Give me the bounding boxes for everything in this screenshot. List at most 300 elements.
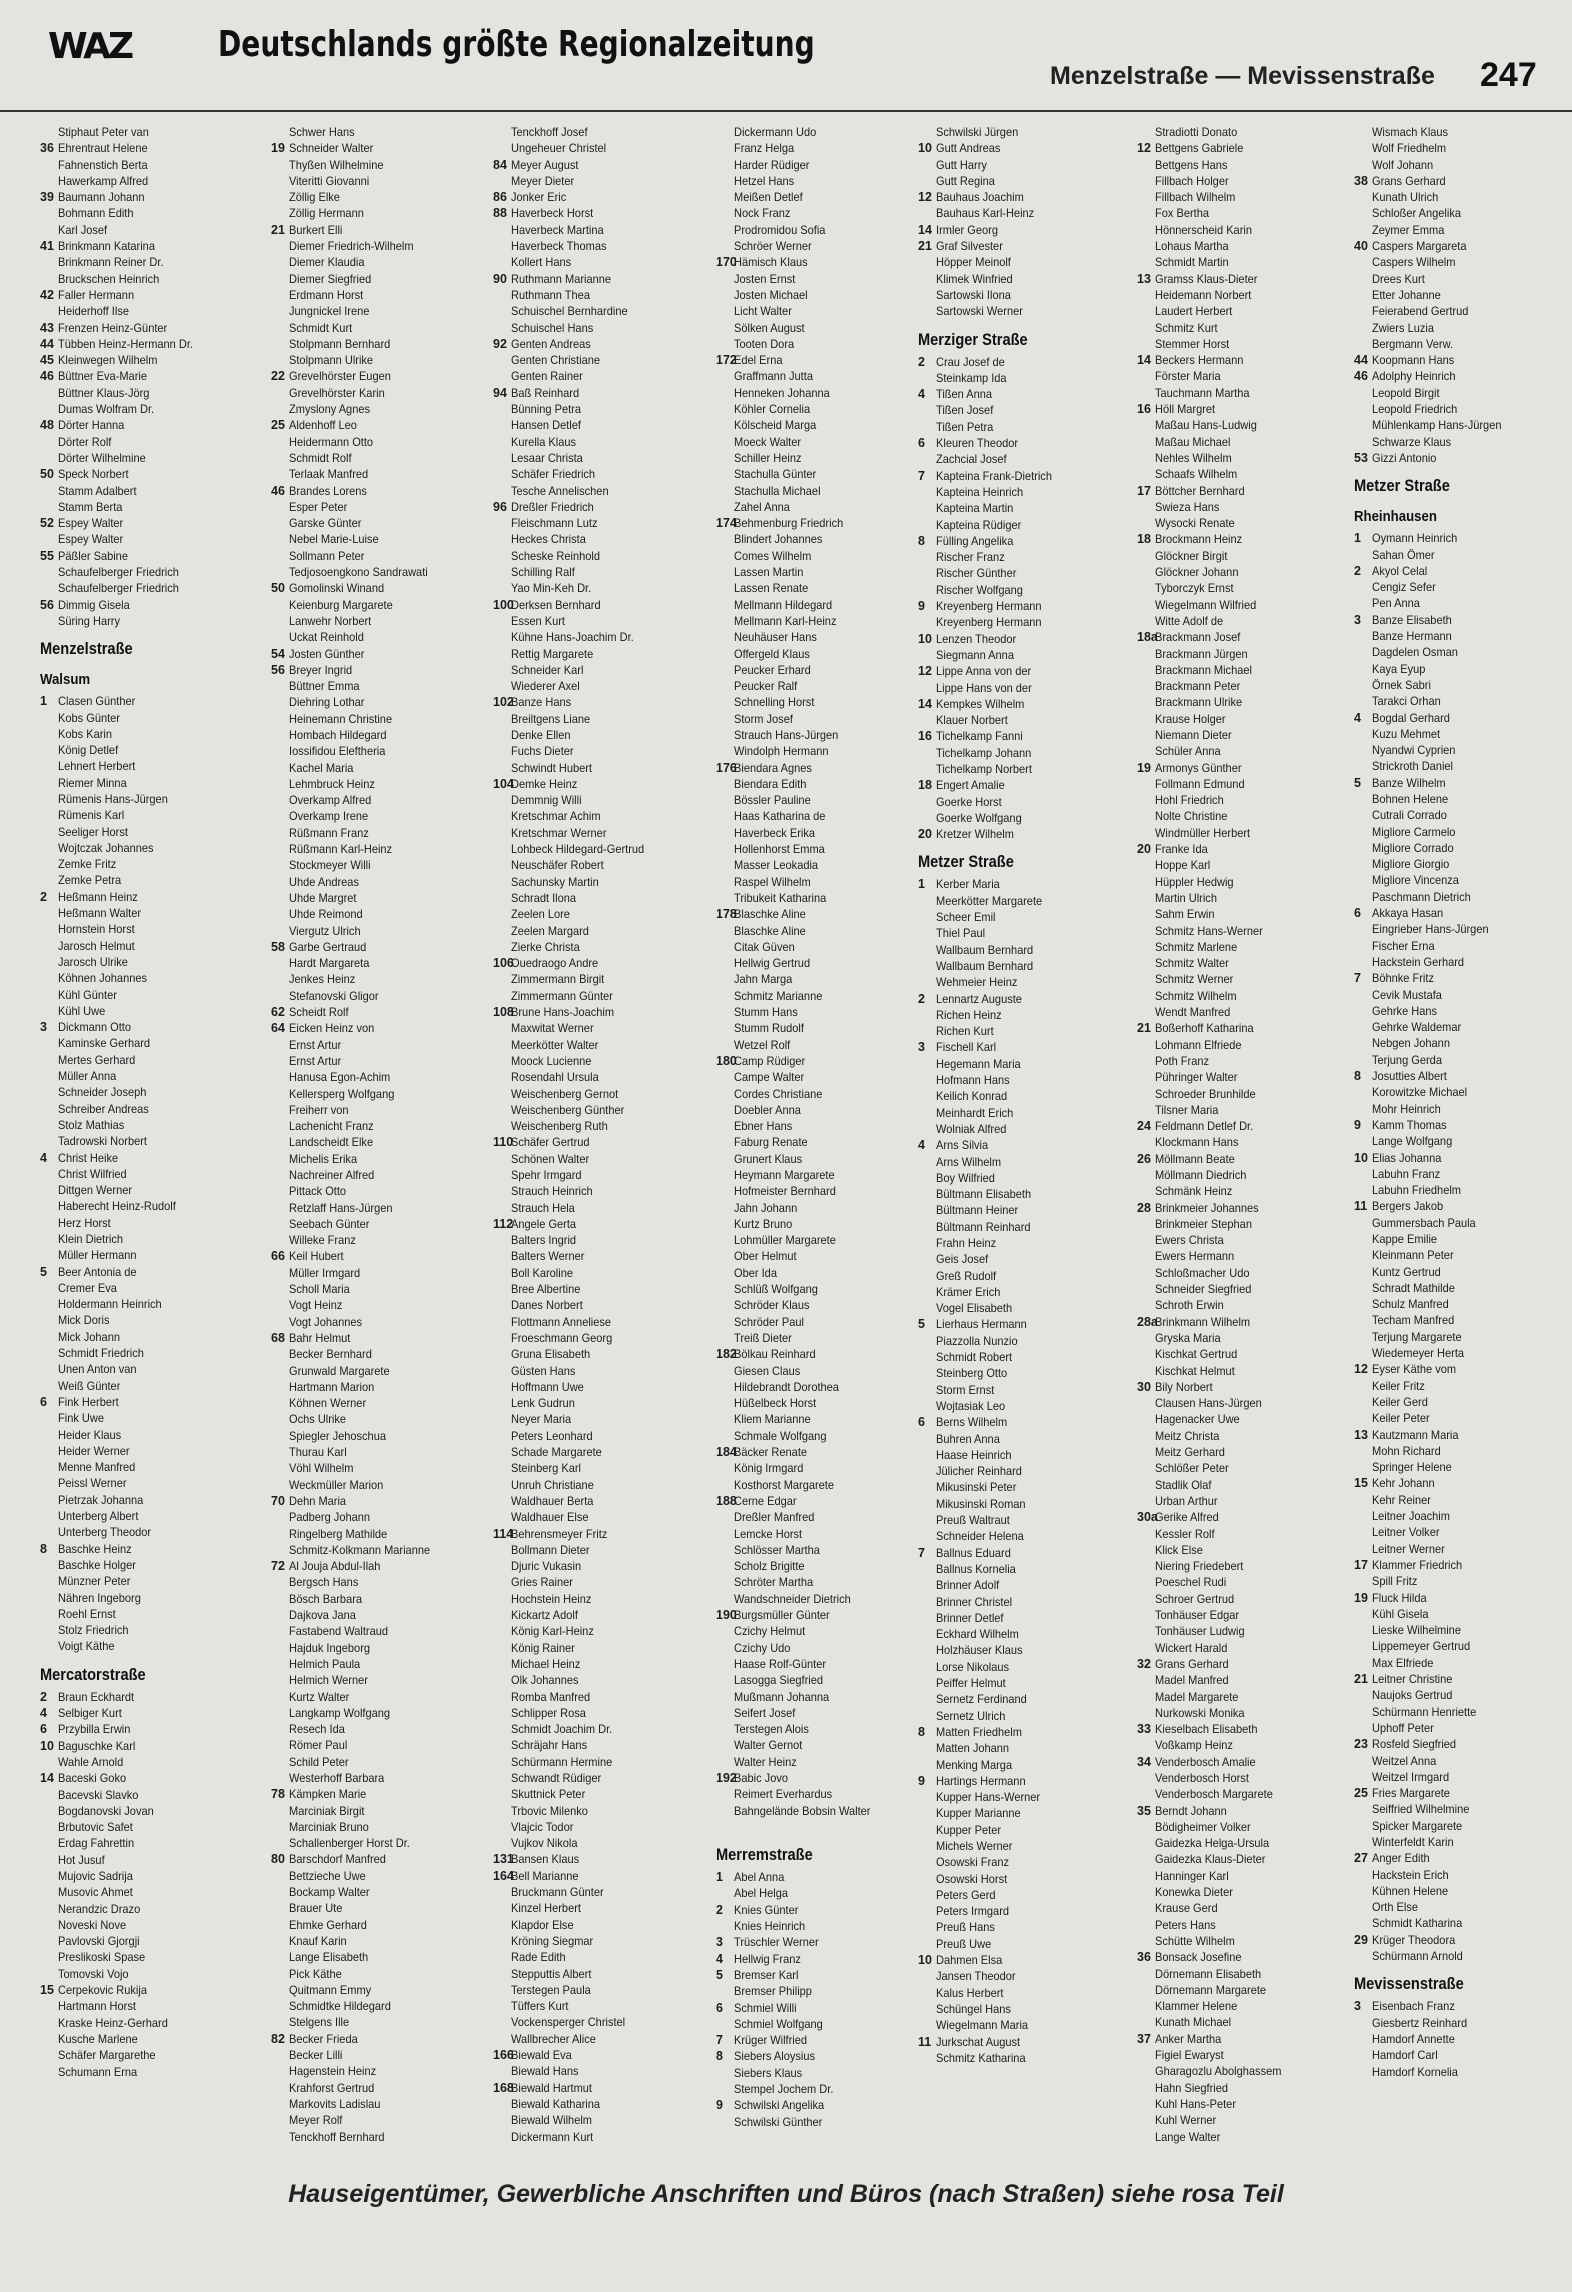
resident-entry: [918, 958, 1106, 974]
resident-name: Hetzel Hans: [734, 173, 795, 188]
resident-entry: [493, 1037, 681, 1053]
resident-name: Tenckhoff Josef: [511, 125, 588, 139]
resident-entry: [1354, 1312, 1542, 1328]
resident-name: Dörnemann Elisabeth: [1155, 1966, 1262, 1981]
resident-entry: [271, 564, 459, 580]
resident-name: Sartowski Werner: [936, 304, 1023, 319]
resident-entry: [493, 2080, 681, 2096]
house-number: 176: [716, 760, 737, 775]
resident-name: Preuß Waltraut: [936, 1513, 1010, 1528]
resident-entry: [493, 531, 681, 547]
resident-entry: [1137, 1183, 1325, 1199]
resident-entry: [716, 434, 904, 450]
resident-entry: [918, 1757, 1106, 1773]
resident-name: Musovic Ahmet: [58, 1885, 133, 1900]
resident-entry: [716, 254, 904, 270]
resident-entry: [493, 1297, 681, 1313]
resident-name: Leitner Werner: [1372, 1541, 1445, 1556]
resident-name: Kollert Hans: [511, 255, 572, 270]
resident-name: Haverbeck Erika: [734, 825, 815, 840]
house-number: 35: [1137, 1803, 1151, 1818]
resident-entry: [918, 271, 1106, 287]
resident-entry: [1137, 1151, 1325, 1167]
resident-entry: [1137, 1314, 1325, 1330]
resident-name: Haverbeck Martina: [511, 222, 604, 237]
resident-entry: [918, 1414, 1106, 1430]
resident-entry: [716, 352, 904, 368]
resident-name: Leopold Birgit: [1372, 385, 1440, 400]
resident-entry: [271, 189, 459, 205]
resident-name: Baceski Goko: [58, 1771, 127, 1786]
resident-entry: [40, 1705, 228, 1721]
resident-entry: [40, 1590, 228, 1606]
resident-entry: [1354, 1035, 1542, 1051]
resident-entry: [1137, 1949, 1325, 1965]
resident-name: Schmidt Katharina: [1372, 1916, 1463, 1931]
resident-entry: [1354, 1410, 1542, 1426]
resident-name: Gaidezka Klaus-Dieter: [1155, 1852, 1266, 1867]
resident-entry: [716, 238, 904, 254]
resident-entry: [1137, 124, 1325, 140]
resident-name: Haberecht Heinz-Rudolf: [58, 1199, 176, 1214]
resident-entry: [271, 1998, 459, 2014]
resident-entry: [1354, 417, 1542, 433]
resident-name: Kühl Günter: [58, 987, 117, 1002]
resident-entry: [918, 696, 1106, 712]
resident-name: Schmiel Wolfgang: [734, 2016, 823, 2031]
resident-entry: [40, 2031, 228, 2047]
resident-name: Cevik Mustafa: [1372, 987, 1442, 1002]
resident-entry: [918, 1268, 1106, 1284]
resident-entry: [1354, 287, 1542, 303]
resident-name: Fleischmann Lutz: [511, 516, 598, 531]
resident-entry: [40, 434, 228, 450]
resident-entry: [40, 970, 228, 986]
house-number: 94: [493, 385, 507, 400]
resident-name: Wallbaum Bernhard: [936, 942, 1034, 957]
resident-entry: [1137, 434, 1325, 450]
resident-name: Mick Doris: [58, 1313, 110, 1328]
resident-name: Weckmüller Marion: [289, 1477, 384, 1492]
resident-entry: [716, 743, 904, 759]
resident-name: Schürmann Hermine: [511, 1754, 613, 1769]
resident-entry: [1354, 1117, 1542, 1133]
resident-name: Diehring Lothar: [289, 695, 365, 710]
resident-entry: [918, 1968, 1106, 1984]
resident-entry: [918, 1137, 1106, 1153]
resident-entry: [40, 1754, 228, 1770]
resident-entry: [493, 1689, 681, 1705]
resident-name: Elias Johanna: [1372, 1150, 1442, 1165]
resident-name: Graf Silvester: [936, 239, 1003, 254]
resident-name: Paschmann Dietrich: [1372, 889, 1471, 904]
resident-entry: [493, 1803, 681, 1819]
resident-name: Wolf Friedhelm: [1372, 141, 1447, 156]
resident-entry: [918, 1398, 1106, 1414]
resident-entry: [40, 1835, 228, 1851]
street-heading: Merremstraße: [716, 1845, 813, 1865]
resident-entry: [1137, 776, 1325, 792]
resident-name: Schneider Siegfried: [1155, 1282, 1252, 1297]
resident-name: Bahr Helmut: [289, 1330, 351, 1345]
resident-entry: [918, 1186, 1106, 1202]
resident-name: Stolpmann Bernhard: [289, 336, 391, 351]
house-number: 3: [1354, 1999, 1361, 2014]
resident-entry: [1137, 2031, 1325, 2047]
resident-name: Leitner Joachim: [1372, 1509, 1450, 1524]
resident-entry: [493, 1118, 681, 1134]
resident-entry: [271, 1004, 459, 1020]
resident-name: Brune Hans-Joachim: [511, 1005, 615, 1020]
resident-name: Siegmann Anna: [936, 647, 1014, 662]
house-number: 80: [271, 1852, 285, 1867]
resident-name: Bree Albertine: [511, 1282, 581, 1297]
resident-entry: [1137, 287, 1325, 303]
resident-entry: [40, 124, 228, 140]
resident-entry: [1137, 336, 1325, 352]
resident-name: Steinberg Otto: [936, 1366, 1008, 1381]
resident-entry: [918, 287, 1106, 303]
resident-name: Ewers Hermann: [1155, 1249, 1235, 1264]
resident-entry: [716, 2114, 904, 2130]
resident-entry: [1137, 1395, 1325, 1411]
resident-name: Schwilski Jürgen: [936, 125, 1019, 139]
resident-name: Gramss Klaus-Dieter: [1155, 271, 1258, 286]
resident-name: Heider Klaus: [58, 1427, 122, 1442]
resident-name: Boy Wilfried: [936, 1170, 995, 1185]
resident-name: Mikusinski Roman: [936, 1496, 1026, 1511]
page-number: 247: [1480, 56, 1537, 94]
resident-name: Gaidezka Helga-Ursula: [1155, 1836, 1270, 1851]
resident-name: Hanninger Karl: [1155, 1868, 1229, 1883]
resident-entry: [1137, 1379, 1325, 1395]
resident-entry: [918, 2017, 1106, 2033]
resident-name: Unterberg Albert: [58, 1509, 139, 1524]
resident-entry: [271, 971, 459, 987]
house-number: 1: [40, 694, 47, 709]
resident-name: Dreßler Friedrich: [511, 499, 594, 514]
resident-entry: [716, 1248, 904, 1264]
resident-entry: [918, 451, 1106, 467]
resident-name: Stelgens Ille: [289, 2015, 350, 2030]
resident-entry: [918, 1007, 1106, 1023]
resident-name: Marciniak Birgit: [289, 1803, 365, 1818]
resident-entry: [1354, 1867, 1542, 1883]
resident-name: Menking Marga: [936, 1757, 1013, 1772]
resident-entry: [271, 1607, 459, 1623]
resident-name: Pühringer Walter: [1155, 1070, 1238, 1085]
resident-name: Grunert Klaus: [734, 1151, 803, 1166]
resident-name: Tooten Dora: [734, 336, 795, 351]
resident-entry: [918, 254, 1106, 270]
house-number: 3: [716, 1935, 723, 1950]
resident-name: Franz Helga: [734, 141, 795, 156]
resident-name: Kleinwegen Wilhelm: [58, 353, 158, 368]
resident-name: Preslikoski Spase: [58, 1950, 146, 1965]
resident-name: Kamm Thomas: [1372, 1117, 1447, 1132]
house-number: 23: [1354, 1737, 1368, 1752]
resident-entry: [40, 1312, 228, 1328]
resident-entry: [271, 1884, 459, 1900]
house-number: 25: [1354, 1786, 1368, 1801]
resident-entry: [716, 1232, 904, 1248]
resident-name: Wiedemeyer Herta: [1372, 1346, 1465, 1361]
house-number: 38: [1354, 173, 1368, 188]
house-number: 92: [493, 336, 507, 351]
house-number: 6: [1354, 906, 1361, 921]
resident-name: Hanusa Egon-Achim: [289, 1070, 391, 1085]
resident-name: Lemcke Horst: [734, 1526, 803, 1541]
resident-name: Venderbosch Margarete: [1155, 1787, 1273, 1802]
resident-entry: [271, 157, 459, 173]
resident-name: Clausen Hans-Jürgen: [1155, 1396, 1262, 1411]
resident-name: Krämer Erich: [936, 1284, 1001, 1299]
resident-entry: [1354, 401, 1542, 417]
house-number: 112: [493, 1216, 514, 1231]
resident-name: Ochs Ulrike: [289, 1412, 347, 1427]
resident-name: Speck Norbert: [58, 467, 129, 482]
resident-name: Schradt Mathilde: [1372, 1280, 1455, 1295]
resident-name: Schuischel Bernhardine: [511, 304, 628, 319]
resident-entry: [271, 1623, 459, 1639]
resident-name: Kröning Siegmar: [511, 1933, 594, 1948]
resident-entry: [40, 597, 228, 613]
resident-entry: [271, 1558, 459, 1574]
resident-name: Scheidt Rolf: [289, 1005, 349, 1020]
resident-entry: [918, 157, 1106, 173]
resident-name: Gehrke Waldemar: [1372, 1020, 1462, 1035]
resident-name: Pen Anna: [1372, 596, 1420, 611]
resident-name: Schüler Anna: [1155, 744, 1221, 759]
resident-entry: [918, 238, 1106, 254]
resident-name: Krüger Wilfried: [734, 2033, 808, 2048]
resident-entry: [918, 1691, 1106, 1707]
resident-name: Dittgen Werner: [58, 1183, 133, 1198]
resident-entry: [716, 1200, 904, 1216]
resident-entry: [716, 1411, 904, 1427]
resident-entry: [716, 483, 904, 499]
resident-entry: [271, 825, 459, 841]
resident-entry: [1354, 1296, 1542, 1312]
resident-entry: [271, 1917, 459, 1933]
resident-name: Schwer Hans: [289, 125, 355, 139]
resident-entry: [40, 385, 228, 401]
resident-name: Dehn Maria: [289, 1493, 347, 1508]
resident-entry: [716, 1754, 904, 1770]
resident-name: Osowski Horst: [936, 1871, 1008, 1886]
resident-name: Leopold Friedrich: [1372, 402, 1458, 417]
resident-name: Konewka Dieter: [1155, 1885, 1233, 1900]
house-number: 24: [1137, 1119, 1151, 1134]
resident-entry: [271, 1134, 459, 1150]
house-number: 2: [716, 1902, 723, 1917]
directory-column-5: [918, 124, 1106, 2066]
resident-entry: [716, 1265, 904, 1281]
resident-entry: [271, 955, 459, 971]
resident-entry: [271, 613, 459, 629]
house-number: 33: [1137, 1722, 1151, 1737]
resident-name: Hot Jusuf: [58, 1852, 105, 1867]
resident-name: Migliore Carmelo: [1372, 824, 1456, 839]
resident-name: Windolph Hermann: [734, 744, 829, 759]
resident-name: Josten Ernst: [734, 271, 796, 286]
resident-entry: [1137, 320, 1325, 336]
resident-name: Voigt Käthe: [58, 1639, 115, 1654]
resident-entry: [271, 923, 459, 939]
house-number: 15: [40, 1983, 54, 1998]
resident-entry: [918, 893, 1106, 909]
resident-name: Büttner Klaus-Jörg: [58, 385, 150, 400]
resident-name: Walter Heinz: [734, 1754, 797, 1769]
house-number: 172: [716, 353, 737, 368]
resident-entry: [918, 1822, 1106, 1838]
resident-name: Migliore Giorgio: [1372, 857, 1450, 872]
resident-name: Schmitz Marianne: [734, 988, 823, 1003]
resident-entry: [40, 1721, 228, 1737]
resident-entry: [918, 1773, 1106, 1789]
resident-entry: [1354, 644, 1542, 660]
resident-name: Wandschneider Dietrich: [734, 1591, 851, 1606]
resident-entry: [1354, 1948, 1542, 1964]
resident-name: Diemer Klaudia: [289, 255, 365, 270]
house-number: 10: [918, 631, 932, 646]
resident-name: Spicker Margarete: [1372, 1818, 1463, 1833]
house-number: 168: [493, 2080, 514, 2095]
resident-entry: [271, 1265, 459, 1281]
resident-entry: [1137, 499, 1325, 515]
resident-name: Etter Johanne: [1372, 287, 1441, 302]
resident-entry: [1354, 352, 1542, 368]
resident-name: Brackmann Peter: [1155, 679, 1241, 694]
house-number: 1: [1354, 531, 1361, 546]
resident-entry: [1354, 905, 1542, 921]
resident-entry: [271, 1428, 459, 1444]
resident-name: Unterberg Theodor: [58, 1525, 152, 1540]
resident-name: Vockensperger Christel: [511, 2015, 626, 2030]
resident-name: Schmiel Willi: [734, 2000, 797, 2015]
resident-name: Danes Norbert: [511, 1298, 583, 1313]
house-number: 18a: [1137, 630, 1158, 645]
resident-entry: [493, 1917, 681, 1933]
resident-entry: [716, 1656, 904, 1672]
resident-entry: [918, 598, 1106, 614]
resident-entry: [493, 1020, 681, 1036]
resident-entry: [918, 1528, 1106, 1544]
resident-name: Rümenis Karl: [58, 808, 125, 823]
resident-entry: [1137, 906, 1325, 922]
resident-name: Gharagozlu Abolghassem: [1155, 2064, 1282, 2079]
resident-entry: [1137, 1786, 1325, 1802]
resident-name: Westerhoff Barbara: [289, 1770, 385, 1785]
resident-name: Stadlik Olaf: [1155, 1477, 1212, 1492]
resident-entry: [40, 140, 228, 156]
resident-name: Poeschel Rudi: [1155, 1575, 1227, 1590]
resident-entry: [716, 2000, 904, 2016]
resident-name: Iossifidou Eleftheria: [289, 744, 386, 759]
resident-entry: [716, 271, 904, 287]
resident-name: Brinner Detlef: [936, 1610, 1004, 1625]
resident-entry: [716, 971, 904, 987]
resident-name: Lorse Nikolaus: [936, 1659, 1010, 1674]
resident-entry: [271, 2112, 459, 2128]
resident-entry: [493, 1770, 681, 1786]
resident-name: Schneider Helena: [936, 1529, 1024, 1544]
resident-name: Schönen Walter: [511, 1151, 590, 1166]
resident-entry: [271, 287, 459, 303]
resident-name: Wallbaum Bernhard: [936, 958, 1034, 973]
resident-name: Michels Werner: [936, 1838, 1013, 1853]
resident-name: Nebel Marie-Luise: [289, 532, 379, 547]
resident-entry: [271, 711, 459, 727]
house-number: 12: [918, 664, 932, 679]
resident-name: Voßkamp Heinz: [1155, 1738, 1233, 1753]
resident-entry: [1137, 1884, 1325, 1900]
house-number: 48: [40, 418, 54, 433]
resident-name: Stefanovski Gligor: [289, 988, 379, 1003]
resident-entry: [40, 1689, 228, 1705]
resident-name: Arns Wilhelm: [936, 1154, 1002, 1169]
resident-entry: [918, 1219, 1106, 1235]
resident-entry: [271, 1151, 459, 1167]
resident-entry: [271, 434, 459, 450]
resident-entry: [493, 254, 681, 270]
resident-name: Klauer Norbert: [936, 713, 1008, 728]
resident-name: Helmich Paula: [289, 1656, 361, 1671]
resident-name: Waldhauer Else: [511, 1510, 589, 1525]
resident-name: Peucker Ralf: [734, 679, 798, 694]
resident-entry: [493, 515, 681, 531]
resident-entry: [1137, 1574, 1325, 1590]
resident-entry: [716, 760, 904, 776]
resident-name: Schröter Martha: [734, 1575, 814, 1590]
resident-name: Zemke Fritz: [58, 857, 117, 872]
house-number: 1: [716, 1870, 723, 1885]
resident-entry: [493, 743, 681, 759]
house-number: 46: [271, 483, 285, 498]
resident-name: Wickert Harald: [1155, 1640, 1228, 1655]
resident-entry: [1137, 483, 1325, 499]
resident-name: Lachenicht Franz: [289, 1119, 374, 1134]
resident-name: Wallbrecher Alice: [511, 2031, 596, 2046]
resident-name: Leitner Christine: [1372, 1672, 1453, 1687]
resident-entry: [40, 320, 228, 336]
resident-name: Schneider Karl: [511, 662, 584, 677]
house-number: 11: [1354, 1199, 1368, 1214]
resident-entry: [716, 1183, 904, 1199]
resident-name: Wahle Arnold: [58, 1754, 124, 1769]
resident-entry: [493, 2096, 681, 2112]
house-number: 2: [40, 1689, 47, 1704]
resident-entry: [493, 1411, 681, 1427]
resident-entry: [40, 1247, 228, 1263]
resident-entry: [40, 1524, 228, 1540]
resident-name: Heßmann Walter: [58, 906, 142, 921]
resident-entry: [493, 988, 681, 1004]
resident-name: Klimek Winfried: [936, 271, 1013, 286]
resident-name: Schumann Erna: [58, 2064, 138, 2079]
resident-entry: [1137, 1428, 1325, 1444]
resident-name: Olk Johannes: [511, 1673, 579, 1688]
house-number: 4: [918, 1138, 925, 1153]
resident-name: Licht Walter: [734, 304, 792, 319]
resident-name: Akkaya Hasan: [1372, 906, 1444, 921]
resident-entry: [493, 238, 681, 254]
resident-entry: [40, 905, 228, 921]
resident-name: Akyol Celal: [1372, 563, 1428, 578]
house-number: 21: [918, 239, 932, 254]
resident-name: Kobs Karin: [58, 726, 113, 741]
resident-name: Becker Bernhard: [289, 1347, 372, 1362]
